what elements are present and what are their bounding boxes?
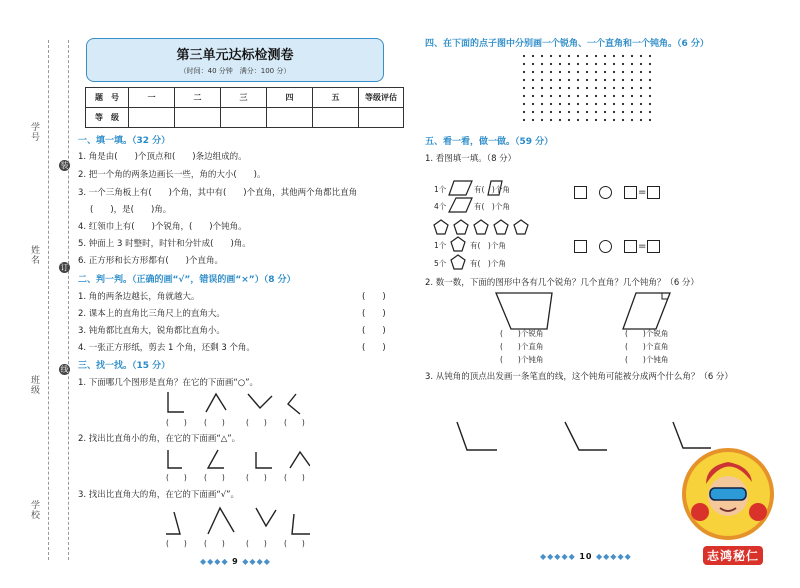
grid-dot [550, 87, 552, 89]
s3-q2-angles [160, 446, 310, 472]
grid-dot [541, 79, 543, 81]
grid-dot [568, 119, 570, 121]
grid-dot [559, 55, 561, 57]
s2-answer-3[interactable]: ( ) [362, 326, 386, 336]
grid-dot [622, 103, 624, 105]
angle-figure [166, 512, 180, 534]
grid-dot [541, 87, 543, 89]
angle-figure [248, 394, 272, 408]
grid-dot [568, 63, 570, 65]
grid-dot [568, 71, 570, 73]
page-number-right: ◆◆◆◆◆ 10 ◆◆◆◆◆ [540, 552, 632, 561]
answer-square[interactable] [624, 186, 637, 199]
grid-dot [595, 79, 597, 81]
grid-dot [586, 103, 588, 105]
grid-dot [613, 95, 615, 97]
mascot-glove-right [749, 503, 767, 521]
grid-dot [568, 79, 570, 81]
angle-figure [208, 508, 234, 534]
grid-dot [613, 87, 615, 89]
equation-box-2[interactable]: = [574, 236, 660, 255]
answer-square[interactable] [647, 240, 660, 253]
grid-dot [613, 111, 615, 113]
angle-figure [168, 450, 182, 468]
mascot-glove-left [691, 503, 709, 521]
s5-question-3: 3. 从钝角的顶点出发画一条笔直的线，这个钝角可能被分成两个什么角？（6 分） [425, 372, 733, 382]
grid-dot [532, 63, 534, 65]
grid-dot [595, 119, 597, 121]
grid-dot [640, 119, 642, 121]
operator-circle[interactable] [599, 240, 612, 253]
s1-question-4: 4. 红领巾上有( )个锐角，( )个钝角。 [78, 222, 247, 232]
grid-dot [649, 87, 651, 89]
grid-dot [568, 111, 570, 113]
grid-dot [631, 103, 633, 105]
s3-q2-blank[interactable]: ( ) [166, 473, 187, 482]
pentagon-row [433, 219, 533, 235]
page-number-right-value: 10 [579, 552, 593, 561]
grid-dot [541, 119, 543, 121]
grid-dot [649, 103, 651, 105]
s3-question-2: 2. 找出比直角小的角，在它的下面画“△”。 [78, 434, 241, 444]
s5-row-b-have: 有( )个角 [474, 202, 510, 211]
grid-dot [559, 63, 561, 65]
s1-question-6: 6. 正方形和长方形都有( )个直角。 [78, 256, 223, 266]
grid-dot [640, 63, 642, 65]
s3-q1-blank[interactable]: ( ) [166, 418, 187, 427]
page-number-left-value: 9 [232, 557, 239, 566]
grid-dot [613, 71, 615, 73]
grid-dot [631, 79, 633, 81]
count-obtuse-right[interactable]: ( )个钝角 [625, 355, 669, 364]
binding-line [48, 40, 49, 560]
grid-dot [577, 71, 579, 73]
grid-dot [640, 71, 642, 73]
grid-dot [577, 63, 579, 65]
s3-question-3: 3. 找出比直角大的角，在它的下面画“√”。 [78, 490, 240, 500]
score-header: 等级评估 [359, 88, 404, 108]
grid-dot [622, 95, 624, 97]
score-table [85, 87, 404, 128]
grid-dot [586, 95, 588, 97]
grid-dot [640, 55, 642, 57]
s5-row-d-count: 5个 [434, 259, 447, 268]
grid-dot [586, 119, 588, 121]
trapezoid-figure [495, 292, 555, 330]
grid-dot [622, 119, 624, 121]
grid-dot [559, 79, 561, 81]
score-cell[interactable] [267, 108, 313, 128]
grid-dot [532, 95, 534, 97]
score-cell[interactable] [221, 108, 267, 128]
parallelogram-icon [448, 180, 474, 196]
grid-dot [577, 79, 579, 81]
s3-q1-angles [160, 390, 310, 416]
s2-item-1: 1. 角的两条边越长，角就越大。 [78, 292, 200, 302]
grid-dot [559, 71, 561, 73]
count-obtuse-left[interactable]: ( )个钝角 [500, 355, 544, 364]
margin-label-student-id: 学号 [29, 122, 39, 142]
score-cell[interactable] [359, 108, 404, 128]
grid-dot [631, 119, 633, 121]
dot-grid-dots [523, 55, 651, 121]
grid-dot [550, 103, 552, 105]
grid-dot [559, 87, 561, 89]
grid-dot [595, 95, 597, 97]
grid-dot [622, 71, 624, 73]
score-row-label: 等 级 [86, 108, 129, 128]
score-cell[interactable] [129, 108, 175, 128]
rhombus-icon [448, 197, 474, 213]
grid-dot [604, 63, 606, 65]
grid-dot [622, 63, 624, 65]
grid-dot [541, 71, 543, 73]
grid-dot [604, 71, 606, 73]
s3-q3-angles [160, 504, 310, 536]
grid-dot [523, 103, 525, 105]
section2-title: 二、判一判。（正确的画“√”，错误的画“×”）（8 分） [78, 275, 296, 285]
grid-dot [577, 95, 579, 97]
grid-dot [541, 111, 543, 113]
exam-title-box [86, 38, 384, 82]
grid-dot [532, 119, 534, 121]
angle-figure [208, 450, 224, 468]
page-number-left: ◆◆◆◆ 9 ◆◆◆◆ [200, 557, 271, 566]
s2-answer-2[interactable]: ( ) [362, 309, 386, 319]
grid-dot [577, 111, 579, 113]
grid-dot [550, 71, 552, 73]
grid-dot [541, 103, 543, 105]
s5-row-a-have: 有( )个角 [474, 185, 510, 194]
s1-question-5: 5. 钟面上 3 时整时，时针和分针成( )角。 [78, 239, 251, 249]
grid-dot [532, 111, 534, 113]
seal-mark: 线 [60, 365, 69, 374]
grid-dot [649, 95, 651, 97]
pentagon-icon [450, 254, 466, 270]
grid-dot [523, 95, 525, 97]
grid-dot [622, 111, 624, 113]
grid-dot [604, 55, 606, 57]
s2-answer-1[interactable]: ( ) [362, 292, 386, 302]
answer-square[interactable] [647, 186, 660, 199]
grid-dot [568, 87, 570, 89]
s5-row-c-count: 1个 [434, 241, 447, 250]
grid-dot [523, 63, 525, 65]
grid-dot [604, 103, 606, 105]
exam-title: 第三单元达标检测卷 [176, 48, 294, 63]
grid-dot [523, 79, 525, 81]
margin-label-class: 班级 [29, 375, 39, 395]
s2-item-4: 4. 一张正方形纸，剪去 1 个角，还剩 3 个角。 [78, 343, 255, 353]
angle-figure [206, 394, 226, 412]
parallelogram-figure [622, 292, 672, 330]
s3-q1-blank[interactable]: ( ) [284, 418, 305, 427]
grid-dot [595, 111, 597, 113]
grid-dot [640, 79, 642, 81]
grid-dot [541, 63, 543, 65]
grid-dot [595, 63, 597, 65]
grid-dot [604, 95, 606, 97]
margin-label-school: 学校 [29, 500, 39, 520]
score-cell[interactable] [313, 108, 359, 128]
grid-dot [649, 71, 651, 73]
grid-dot [559, 95, 561, 97]
score-header: 二 [175, 88, 221, 108]
score-cell[interactable] [175, 108, 221, 128]
grid-dot [550, 79, 552, 81]
grid-dot [523, 119, 525, 121]
obtuse-angle [565, 422, 607, 450]
pentagon-icon [434, 220, 448, 234]
grid-dot [631, 111, 633, 113]
s3-q2-blank[interactable]: ( ) [284, 473, 305, 482]
parallelogram-inline-icon [487, 180, 503, 196]
grid-dot [649, 119, 651, 121]
mascot-logo [678, 444, 778, 544]
s2-item-3: 3. 钝角都比直角大，锐角都比直角小。 [78, 326, 225, 336]
pentagon-icon [514, 220, 528, 234]
s5-row-b-count: 4个 [434, 202, 447, 211]
section4-title: 四、在下面的点子图中分别画一个锐角、一个直角和一个钝角。（6 分） [425, 39, 709, 49]
grid-dot [622, 79, 624, 81]
grid-dot [595, 71, 597, 73]
grid-dot [586, 71, 588, 73]
grid-dot [613, 103, 615, 105]
grid-dot [595, 87, 597, 89]
grid-dot [532, 87, 534, 89]
grid-dot [577, 119, 579, 121]
answer-square[interactable] [574, 186, 587, 199]
grid-dot [550, 95, 552, 97]
grid-dot [640, 103, 642, 105]
dot-grid[interactable] [520, 52, 660, 124]
grid-dot [613, 55, 615, 57]
pentagon-icon [494, 220, 508, 234]
s5-row-c-have: 有( )个角 [470, 241, 506, 250]
grid-dot [541, 95, 543, 97]
score-header: 三 [221, 88, 267, 108]
pentagon-icon [450, 236, 466, 252]
grid-dot [532, 79, 534, 81]
grid-dot [604, 79, 606, 81]
s5-question-1: 1. 看图填一填。（8 分） [425, 154, 517, 164]
grid-dot [577, 87, 579, 89]
s1-question-1: 1. 角是由( )个顶点和( )条边组成的。 [78, 152, 247, 162]
grid-dot [631, 71, 633, 73]
s3-q3-blank[interactable]: ( ) [166, 539, 187, 548]
s2-answer-4[interactable]: ( ) [362, 343, 386, 353]
grid-dot [577, 55, 579, 57]
s3-q1-blank[interactable]: ( ) [246, 418, 267, 427]
grid-dot [604, 87, 606, 89]
s3-q2-blank[interactable]: ( ) [246, 473, 267, 482]
grid-dot [649, 79, 651, 81]
score-header: 五 [313, 88, 359, 108]
pentagon-icon [454, 220, 468, 234]
grid-dot [649, 55, 651, 57]
grid-dot [631, 95, 633, 97]
grid-dot [613, 63, 615, 65]
grid-dot [640, 87, 642, 89]
grid-dot [568, 55, 570, 57]
answer-square[interactable] [624, 240, 637, 253]
grid-dot [613, 119, 615, 121]
grid-dot [532, 71, 534, 73]
grid-dot [523, 71, 525, 73]
exam-subtitle: （时间：40 分钟 满分：100 分） [179, 67, 291, 75]
count-acute-left[interactable]: ( )个锐角 [500, 329, 544, 338]
grid-dot [550, 119, 552, 121]
grid-dot [550, 55, 552, 57]
s5-row-d-have: 有( )个角 [470, 259, 506, 268]
grid-dot [604, 119, 606, 121]
grid-dot [649, 63, 651, 65]
angle-figure [290, 452, 310, 468]
grid-dot [586, 87, 588, 89]
grid-dot [622, 87, 624, 89]
grid-dot [532, 103, 534, 105]
s3-q1-blank[interactable]: ( ) [204, 418, 225, 427]
grid-dot [649, 111, 651, 113]
s2-item-2: 2. 课本上的直角比三角尺上的直角大。 [78, 309, 225, 319]
mascot-goggles [710, 488, 746, 500]
grid-dot [568, 103, 570, 105]
s1-question-3a: 3. 一个三角板上有( )个角，其中有( )个直角，其他两个角都比直角 [78, 188, 358, 198]
s3-q3-blank[interactable]: ( ) [284, 539, 305, 548]
seal-mark: 装 [60, 161, 69, 170]
grid-dot [631, 55, 633, 57]
s3-q2-blank[interactable]: ( ) [204, 473, 225, 482]
mascot-label: 志鸿秘仁 [703, 546, 763, 565]
s3-question-1: 1. 下面哪几个图形是直角？在它的下面画“○”。 [78, 378, 259, 388]
grid-dot [577, 103, 579, 105]
grid-dot [559, 111, 561, 113]
score-header: 四 [267, 88, 313, 108]
s1-question-3b: ( )，是( )角。 [90, 205, 172, 215]
equation-box-1[interactable]: = [574, 182, 660, 201]
s5-question-2: 2. 数一数，下面的图形中各有几个锐角？几个直角？几个钝角？（6 分） [425, 278, 699, 288]
s5-row-a-count: 1个 [434, 185, 447, 194]
operator-circle[interactable] [599, 186, 612, 199]
grid-dot [631, 63, 633, 65]
section3-title: 三、找一找。（15 分） [78, 361, 171, 371]
count-right-right[interactable]: ( )个直角 [625, 342, 669, 351]
grid-dot [586, 63, 588, 65]
grid-dot [559, 119, 561, 121]
grid-dot [586, 79, 588, 81]
grid-dot [559, 103, 561, 105]
grid-dot [523, 55, 525, 57]
score-header: 一 [129, 88, 175, 108]
grid-dot [586, 55, 588, 57]
grid-dot [550, 63, 552, 65]
grid-dot [622, 55, 624, 57]
margin-label-name: 姓名 [29, 245, 39, 265]
s1-question-2: 2. 把一个角的两条边画长一些，角的大小( )。 [78, 170, 266, 180]
angle-figure [292, 514, 310, 534]
grid-dot [532, 55, 534, 57]
binding-line-inner [68, 40, 69, 560]
grid-dot [640, 95, 642, 97]
count-acute-right[interactable]: ( )个锐角 [625, 329, 669, 338]
s3-q3-blank[interactable]: ( ) [246, 539, 267, 548]
section5-title: 五、看一看，做一做。（59 分） [425, 137, 554, 147]
angle-figure [256, 452, 272, 468]
s3-q3-blank[interactable]: ( ) [204, 539, 225, 548]
grid-dot [604, 111, 606, 113]
grid-dot [550, 111, 552, 113]
obtuse-angle [457, 422, 497, 450]
grid-dot [541, 55, 543, 57]
grid-dot [613, 79, 615, 81]
pentagon-icon [474, 220, 488, 234]
grid-dot [595, 103, 597, 105]
grid-dot [595, 55, 597, 57]
grid-dot [586, 111, 588, 113]
grid-dot [640, 111, 642, 113]
seal-mark: 订 [60, 263, 69, 272]
grid-dot [568, 95, 570, 97]
section1-title: 一、填一填。（32 分） [78, 136, 171, 146]
score-header: 题 号 [86, 88, 129, 108]
answer-square[interactable] [574, 240, 587, 253]
angle-figure [168, 392, 184, 412]
angle-figure [288, 394, 300, 414]
angle-figure [256, 508, 276, 526]
grid-dot [631, 87, 633, 89]
grid-dot [523, 111, 525, 113]
count-right-left[interactable]: ( )个直角 [500, 342, 544, 351]
grid-dot [523, 87, 525, 89]
